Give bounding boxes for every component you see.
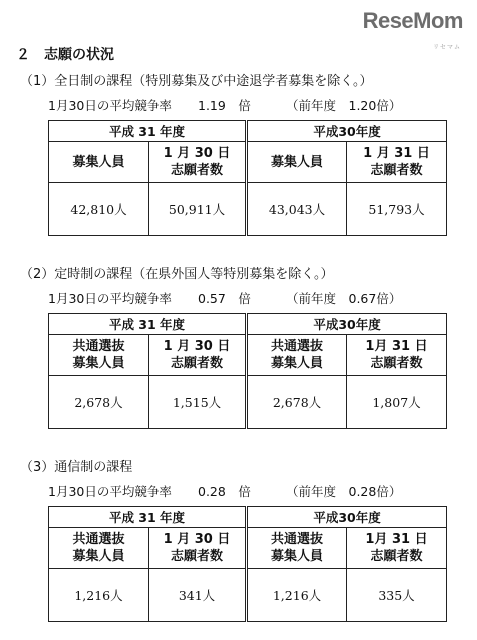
table-cell: 50,911人 — [149, 183, 247, 236]
year-header: 平成30年度 — [247, 121, 447, 142]
rate-prev-year: （前年度 1.20倍） — [286, 98, 402, 113]
table-cell: 51,793人 — [347, 183, 447, 236]
applicants-table-2 — [48, 313, 447, 429]
rate-value: 0.57 倍 — [198, 291, 251, 306]
table-cell: 335人 — [347, 569, 447, 622]
applicants-table-3 — [48, 506, 447, 622]
table-cell: 43,043人 — [247, 183, 347, 236]
table-cell: 1,216人 — [49, 569, 149, 622]
logo-kana: リセマム — [433, 44, 461, 51]
column-header: 1月 31 日 志願者数 — [347, 335, 447, 376]
year-header: 平成30年度 — [247, 507, 447, 528]
year-header: 平成30年度 — [247, 314, 447, 335]
logo-text: ReseMom — [362, 8, 463, 33]
section-title-1: （1）全日制の課程（特別募集及び中途退学者募集を除く。） — [20, 74, 373, 89]
column-header: 1 月 30 日 志願者数 — [149, 142, 247, 183]
column-header: 1月 31 日 志願者数 — [347, 528, 447, 569]
column-header: 共通選抜 募集人員 — [247, 335, 347, 376]
resemom-logo — [362, 8, 463, 51]
column-header: 1 月 30 日 志願者数 — [149, 528, 247, 569]
table-cell: 1,515人 — [149, 376, 247, 429]
table-cell: 1,807人 — [347, 376, 447, 429]
table-cell: 2,678人 — [49, 376, 149, 429]
column-header: 募集人員 — [49, 142, 149, 183]
table-cell: 42,810人 — [49, 183, 149, 236]
year-header: 平成 31 年度 — [49, 121, 247, 142]
rate-label: 1月30日の平均競争率 — [48, 98, 172, 113]
section-title-3: （3）通信制の課程 — [20, 460, 133, 475]
column-header: 共通選抜 募集人員 — [247, 528, 347, 569]
column-header: 1 月 30 日 志願者数 — [149, 335, 247, 376]
rate-label: 1月30日の平均競争率 — [48, 484, 172, 499]
page-heading: ２ 志願の状況 — [16, 47, 114, 63]
table-cell: 1,216人 — [247, 569, 347, 622]
rate-value: 0.28 倍 — [198, 484, 251, 499]
column-header: 共通選抜 募集人員 — [49, 335, 149, 376]
rate-value: 1.19 倍 — [198, 98, 251, 113]
year-header: 平成 31 年度 — [49, 507, 247, 528]
rate-prev-year: （前年度 0.28倍） — [286, 484, 402, 499]
rate-label: 1月30日の平均競争率 — [48, 291, 172, 306]
table-cell: 341人 — [149, 569, 247, 622]
column-header: 募集人員 — [247, 142, 347, 183]
column-header: 共通選抜 募集人員 — [49, 528, 149, 569]
rate-prev-year: （前年度 0.67倍） — [286, 291, 402, 306]
column-header: 1 月 31 日 志願者数 — [347, 142, 447, 183]
section-title-2: （2）定時制の課程（在県外国人等特別募集を除く。） — [20, 267, 334, 282]
year-header: 平成 31 年度 — [49, 314, 247, 335]
applicants-table-1 — [48, 120, 447, 236]
table-cell: 2,678人 — [247, 376, 347, 429]
